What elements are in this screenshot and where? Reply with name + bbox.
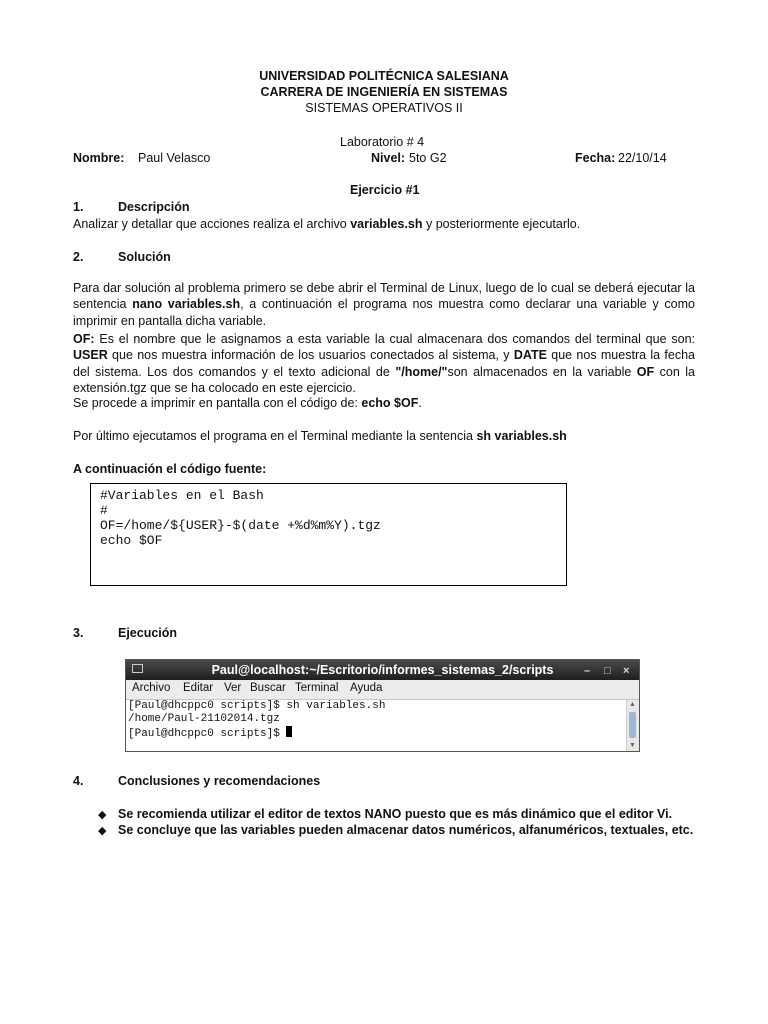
terminal-scrollbar[interactable] — [626, 700, 639, 751]
date-value: 22/10/14 — [618, 151, 667, 165]
solution-paragraph-4: Por último ejecutamos el programa en el Terminal mediante la sentencia sh variables.sh — [73, 429, 567, 443]
menu-archivo[interactable]: Archivo — [132, 682, 171, 694]
diamond-bullet-icon: ◆ — [98, 809, 107, 821]
section-4-number: 4. — [73, 774, 84, 788]
scroll-thumb[interactable] — [629, 712, 636, 738]
menu-editar[interactable]: Editar — [183, 682, 214, 694]
scroll-up-icon[interactable]: ▲ — [629, 701, 636, 708]
description-text: Analizar y detallar que acciones realiza el archivo variables.sh y posteriormente ejecutarlo. — [73, 217, 581, 231]
section-2-title: Solución — [118, 250, 171, 264]
terminal-line: /home/Paul-21102014.tgz — [128, 713, 280, 725]
terminal-menubar — [126, 680, 639, 700]
level-value: 5to G2 — [409, 151, 447, 165]
solution-paragraph-3: Se procede a imprimir en pantalla con el código de: echo $OF. — [73, 396, 422, 410]
section-1-title: Descripción — [118, 200, 190, 214]
solution-paragraph-1: Para dar solución al problema primero se debe abrir el Terminal de Linux, luego de lo cual se deberá ejecutar la sentencia nano variables.sh, a continuación el programa nos muestra como declarar una variable y como imprimir en pantalla dicha variable. — [73, 281, 695, 328]
code-line: # — [100, 503, 108, 518]
terminal-output[interactable] — [126, 700, 626, 751]
terminal-screenshot — [125, 659, 640, 752]
menu-buscar[interactable]: Buscar — [250, 682, 286, 694]
conclusion-item: Se concluye que las variables pueden almacenar datos numéricos, alfanuméricos, textuales, etc. — [118, 823, 694, 837]
section-2-number: 2. — [73, 250, 84, 264]
minimize-icon[interactable]: – — [584, 665, 591, 677]
terminal-icon — [132, 664, 143, 673]
conclusion-item: Se recomienda utilizar el editor de textos NANO puesto que es más dinámico que el editor Vi. — [118, 807, 673, 821]
solution-paragraph-2: OF: Es el nombre que le asignamos a esta variable la cual almacenara dos comandos del terminal que son: USER que nos muestra información de los usuarios conectados al sistema, y DATE que nos muestra la fecha del sistema. Los dos comandos y el texto adicional de "/home/"son almacenados en la variable OF con la extensión.tgz que se ha colocado en este ejercicio. — [73, 332, 695, 395]
menu-terminal[interactable]: Terminal — [295, 682, 339, 694]
code-line: OF=/home/${USER}-$(date +%d%m%Y).tgz — [100, 518, 381, 533]
code-line: echo $OF — [100, 533, 163, 548]
name-label: Nombre: — [73, 151, 125, 165]
terminal-title: Paul@localhost:~/Escritorio/informes_sistemas_2/scripts — [211, 663, 554, 677]
source-code-box — [90, 483, 567, 586]
diamond-bullet-icon: ◆ — [98, 825, 107, 837]
scroll-down-icon[interactable]: ▼ — [629, 742, 636, 749]
file-name: variables.sh — [350, 217, 423, 231]
section-1-number: 1. — [73, 200, 84, 214]
level-label: Nivel: — [371, 151, 406, 165]
terminal-line: [Paul@dhcppc0 scripts]$ sh variables.sh — [128, 700, 386, 712]
exercise-title: Ejercicio #1 — [350, 183, 420, 197]
menu-ayuda[interactable]: Ayuda — [350, 682, 383, 694]
terminal-titlebar — [126, 660, 639, 680]
subject-title: SISTEMAS OPERATIVOS II — [305, 101, 463, 115]
date-label: Fecha: — [575, 151, 616, 165]
terminal-line: [Paul@dhcppc0 scripts]$ — [128, 726, 292, 740]
section-3-number: 3. — [73, 626, 84, 640]
close-icon[interactable]: × — [623, 665, 630, 677]
career-title: CARRERA DE INGENIERÍA EN SISTEMAS — [260, 85, 508, 99]
code-intro: A continuación el código fuente: — [73, 462, 267, 476]
name-value: Paul Velasco — [138, 151, 211, 165]
section-3-title: Ejecución — [118, 626, 178, 640]
lab-number: Laboratorio # 4 — [340, 135, 425, 149]
code-line: #Variables en el Bash — [100, 488, 264, 503]
section-4-title: Conclusiones y recomendaciones — [118, 774, 321, 788]
menu-ver[interactable]: Ver — [224, 682, 242, 694]
cursor-block — [286, 726, 292, 737]
university-title: UNIVERSIDAD POLITÉCNICA SALESIANA — [259, 69, 509, 83]
maximize-icon[interactable]: □ — [604, 665, 611, 677]
